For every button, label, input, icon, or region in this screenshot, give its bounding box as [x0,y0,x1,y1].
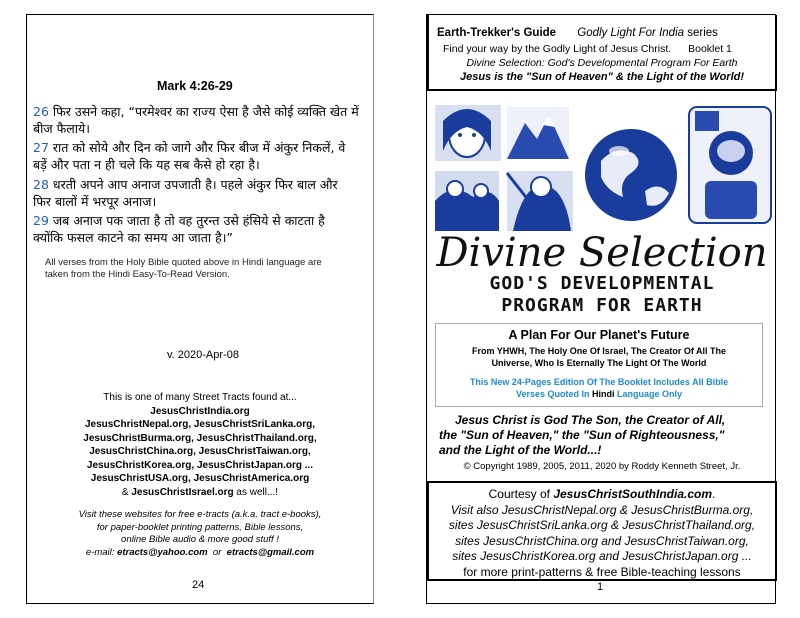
cover-title: Divine Selection [436,230,768,276]
courtesy-label: Courtesy of [488,487,550,501]
site-link[interactable]: JesusChristSouthIndia.com [553,487,713,501]
plan-title: A Plan For Our Planet's Future [508,328,690,342]
plan-box [435,323,763,407]
courtesy-line: Visit also JesusChristNepal.org & JesusChristBurma.org, [450,502,754,517]
email-or: or [212,546,222,558]
series-title: Godly Light For India [577,27,685,39]
cover-illustrations [433,101,773,233]
statement-line: and the Light of the World...! [439,443,602,457]
email-link[interactable]: etracts@yahoo.com [117,546,208,558]
site-link[interactable]: JesusChristIndia.org [150,405,250,417]
email-label: e-mail: [85,546,115,558]
tracts-intro: This is one of many Street Tracts found at... [103,392,297,403]
edition-line: Language Only [617,389,683,399]
verse-text: फिर उसने कहा, “परमेश्वर का राज्य ऐसा है जैसे कोई व्यक्ति खेत में [52,104,359,119]
ampersand: & [121,486,129,498]
plan-line: From YHWH, The Holy One Of Israel, The Creator Of All The [471,346,727,356]
verse-29 [33,212,373,246]
courtesy-line: sites JesusChristChina.org and JesusChristTaiwan.org, [455,533,749,548]
verse-text: बीज फैलाये। [33,121,90,136]
mountain-illustration [507,107,569,159]
visit-line: Visit these websites for free e-tracts (a.k.a. tract e-books), [78,509,322,520]
visit-line: online Bible audio & more good stuff ! [121,534,279,545]
visit-line: for paper-booklet printing patterns, Bible lessons, [96,521,304,533]
edition-note [436,376,762,400]
jesus-statement [439,413,775,458]
verse-text: रात को सोये और दिन को जागे और फिर बीज में अंकुर निकलें, वे [52,140,346,155]
site-link[interactable]: JesusChristBurma.org, JesusChristThailand.org, [83,432,317,444]
site-link[interactable]: JesusChristUSA.org, JesusChristAmerica.org [90,473,310,484]
courtesy-text: Courtesy of JesusChristSouthIndia.com. Visit also JesusChristNepal.org & JesusChristBurma.org, sites JesusChristSriLanka.org & JesusChristThailand.org, sites JesusChristChina.org and JesusChristTaiwan.org, sites JesusChristKorea.org and JesusChristJapan.org ... for more print-patterns & free Bible-teaching lessons [429,487,775,580]
earth-globe-illustration [585,129,677,221]
people-illustration [507,171,573,231]
email-link[interactable]: etracts@gmail.com [226,546,315,558]
courtesy-line: for more print-patterns & free Bible-teaching lessons [463,564,741,579]
plan-line: Universe, Who Is Eternally The Light Of The World [491,358,707,368]
edition-language: Hindi [592,389,615,399]
courtesy-box [427,481,777,581]
guide-title: Earth-Trekker's Guide [437,27,557,39]
note-line: All verses from the Holy Bible quoted above in Hindi language are [45,257,322,268]
right-page [426,14,776,604]
verse-26 [33,103,373,137]
site-link[interactable]: JesusChristChina.org, JesusChristTaiwan.org, [89,446,311,457]
verse-text: धरती अपने आप अनाज उपजाती है। पहले अंकुर फिर बाल और [52,177,338,192]
site-link[interactable]: JesusChristIsrael.org [131,486,234,498]
statement-line: the "Sun of Heaven," the "Sun of Righteousness," [439,428,725,442]
verse-27 [33,139,373,173]
header-line-1 [437,27,773,39]
verse-text: फिर बालों में भरपूर अनाज। [33,194,157,209]
version-label: v. 2020-Apr-08 [167,349,239,361]
astronaut-illustration [689,107,771,223]
statement-line: Jesus Christ is God The Son, the Creator of All, [455,413,726,427]
tagline: Find your way by the Godly Light of Jesus Christ. [443,43,672,55]
verse-number: 28 [33,177,49,192]
visit-block [27,509,373,559]
sites-block [27,391,373,499]
courtesy-line: sites JesusChristSriLanka.org & JesusChristThailand.org, [448,518,756,532]
verse-text: क्योंकि फसल काटने का समय आ जाता है।” [33,230,233,245]
header-line-4: Jesus is the "Sun of Heaven" & the Light of the World! [459,71,745,83]
verse-number: 29 [33,213,49,228]
as-well-text: as well...! [236,486,279,498]
verse-number: 27 [33,140,49,155]
edition-line: This New 24-Pages Edition Of The Booklet Includes All Bible [469,377,729,387]
plan-description [436,345,762,369]
header-line-3: Divine Selection: God's Developmental Program For Earth [466,57,738,69]
header-box [427,15,777,91]
site-link[interactable]: JesusChristNepal.org, JesusChristSriLanka.org, [84,419,316,430]
crowd-illustration [435,171,499,231]
left-page [26,14,374,604]
booklet-label: Booklet 1 [688,43,732,55]
note-line: taken from the Hindi Easy-To-Read Version. [45,269,230,280]
subtitle-line: GOD'S DEVELOPMENTAL [489,273,715,294]
verse-text: जब अनाज पक जाता है तो वह तुरन्त उसे हंसिये से काटता है [52,213,325,228]
verse-number: 26 [33,104,49,119]
copyright: © Copyright 1989, 2005, 2011, 2020 by Roddy Kenneth Street, Jr. [463,461,741,472]
subtitle-line: PROGRAM FOR EARTH [501,295,703,316]
page-number: 24 [192,579,205,591]
cover-subtitle [427,273,777,317]
edition-line: Verses Quoted In [515,389,590,399]
verse-text: बड़ें और पता न ही चले कि यह सब कैसे हो रहा है। [33,157,260,172]
scripture-reference: Mark 4:26-29 [157,79,233,93]
courtesy-line: sites JesusChristKorea.org and JesusChristJapan.org ... [452,549,752,563]
header-line-2 [443,43,779,55]
translation-note [33,257,373,281]
series-word: series [687,27,718,39]
verse-28 [33,176,373,210]
site-link[interactable]: JesusChristKorea.org, JesusChristJapan.org ... [86,459,314,471]
page-number: 1 [597,581,604,593]
face-illustration [435,105,501,161]
